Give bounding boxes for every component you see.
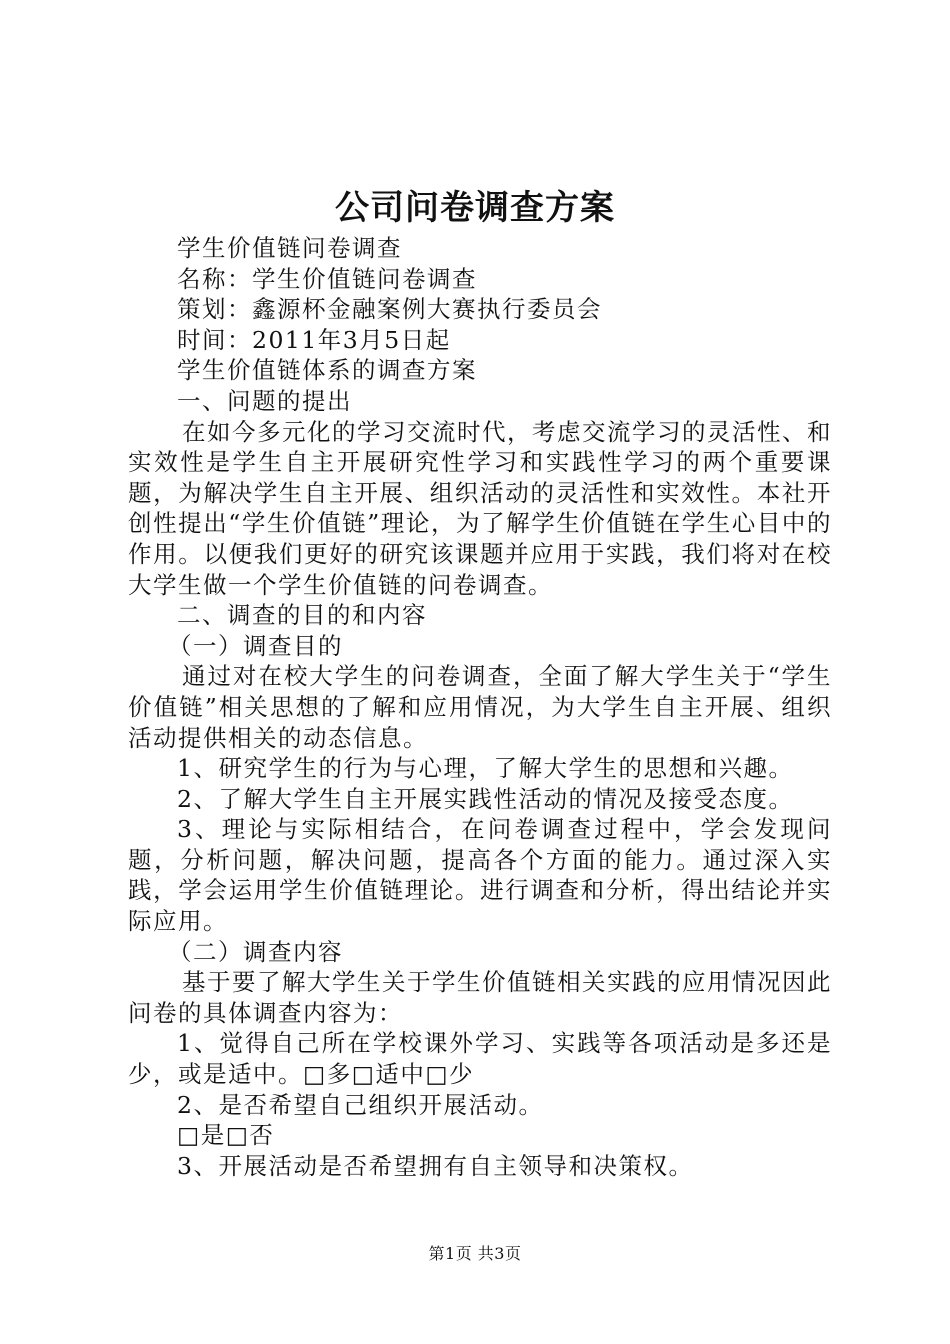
paragraph: 策划：鑫源杯金融案例大赛执行委员会 — [177, 295, 602, 324]
paragraph: 时间：2011年3月5日起 — [177, 325, 451, 354]
list-item: 2、是否希望自己组织开展活动。 — [177, 1090, 544, 1119]
paragraph: 名称：学生价值链问卷调查 — [177, 264, 477, 293]
subsection-heading: （一）调查目的 — [168, 631, 343, 660]
document-title: 公司问卷调查方案 — [335, 188, 615, 228]
page-footer: 第1页 共3页 — [428, 1244, 522, 1263]
list-item: 2、了解大学生自主开展实践性活动的情况及接受态度。 — [177, 784, 794, 813]
paragraph: 学生价值链问卷调查 — [177, 234, 402, 262]
paragraph: 通过对在校大学生的问卷调查，全面了解大学生关于“学生价值链”相关思想的了解和应用情况，为大学生自主开展、组织活动提供相关的动态信息。 — [128, 662, 832, 752]
list-item: 3、理论与实际相结合，在问卷调查过程中，学会发现问题，分析问题，解决问题，提高各个方面的能力。通过深入实践，学会运用学生价值链理论。进行调查和分析，得出结论并实际应用。 — [128, 815, 832, 936]
paragraph: 在如今多元化的学习交流时代，考虑交流学习的灵活性、和实效性是学生自主开展研究性学习和实践性学习的两个重要课题，为解决学生自主开展、组织活动的灵活性和实效性。本社开创性提出“学生价值链”理论，为了解学生价值链在学生心目中的作用。以便我们更好的研究该课题并应用于实践，我们将对在校大学生做一个学生价值链的问卷调查。 — [128, 417, 832, 599]
paragraph: 学生价值链体系的调查方案 — [177, 356, 477, 385]
section-heading: 二、调查的目的和内容 — [177, 601, 427, 630]
paragraph: 基于要了解大学生关于学生价值链相关实践的应用情况因此问卷的具体调查内容为： — [128, 968, 832, 1027]
list-item: 1、觉得自己所在学校课外学习、实践等各项活动是多还是少，或是适中。□多□适中□少 — [128, 1029, 832, 1089]
section-heading: 一、问题的提出 — [177, 386, 352, 415]
document-body — [128, 233, 832, 1181]
checkbox-options: □是□否 — [177, 1121, 275, 1150]
list-item: 3、开展活动是否希望拥有自主领导和决策权。 — [177, 1151, 694, 1180]
list-item: 1、研究学生的行为与心理，了解大学生的思想和兴趣。 — [177, 754, 794, 783]
subsection-heading: （二）调查内容 — [168, 937, 343, 966]
